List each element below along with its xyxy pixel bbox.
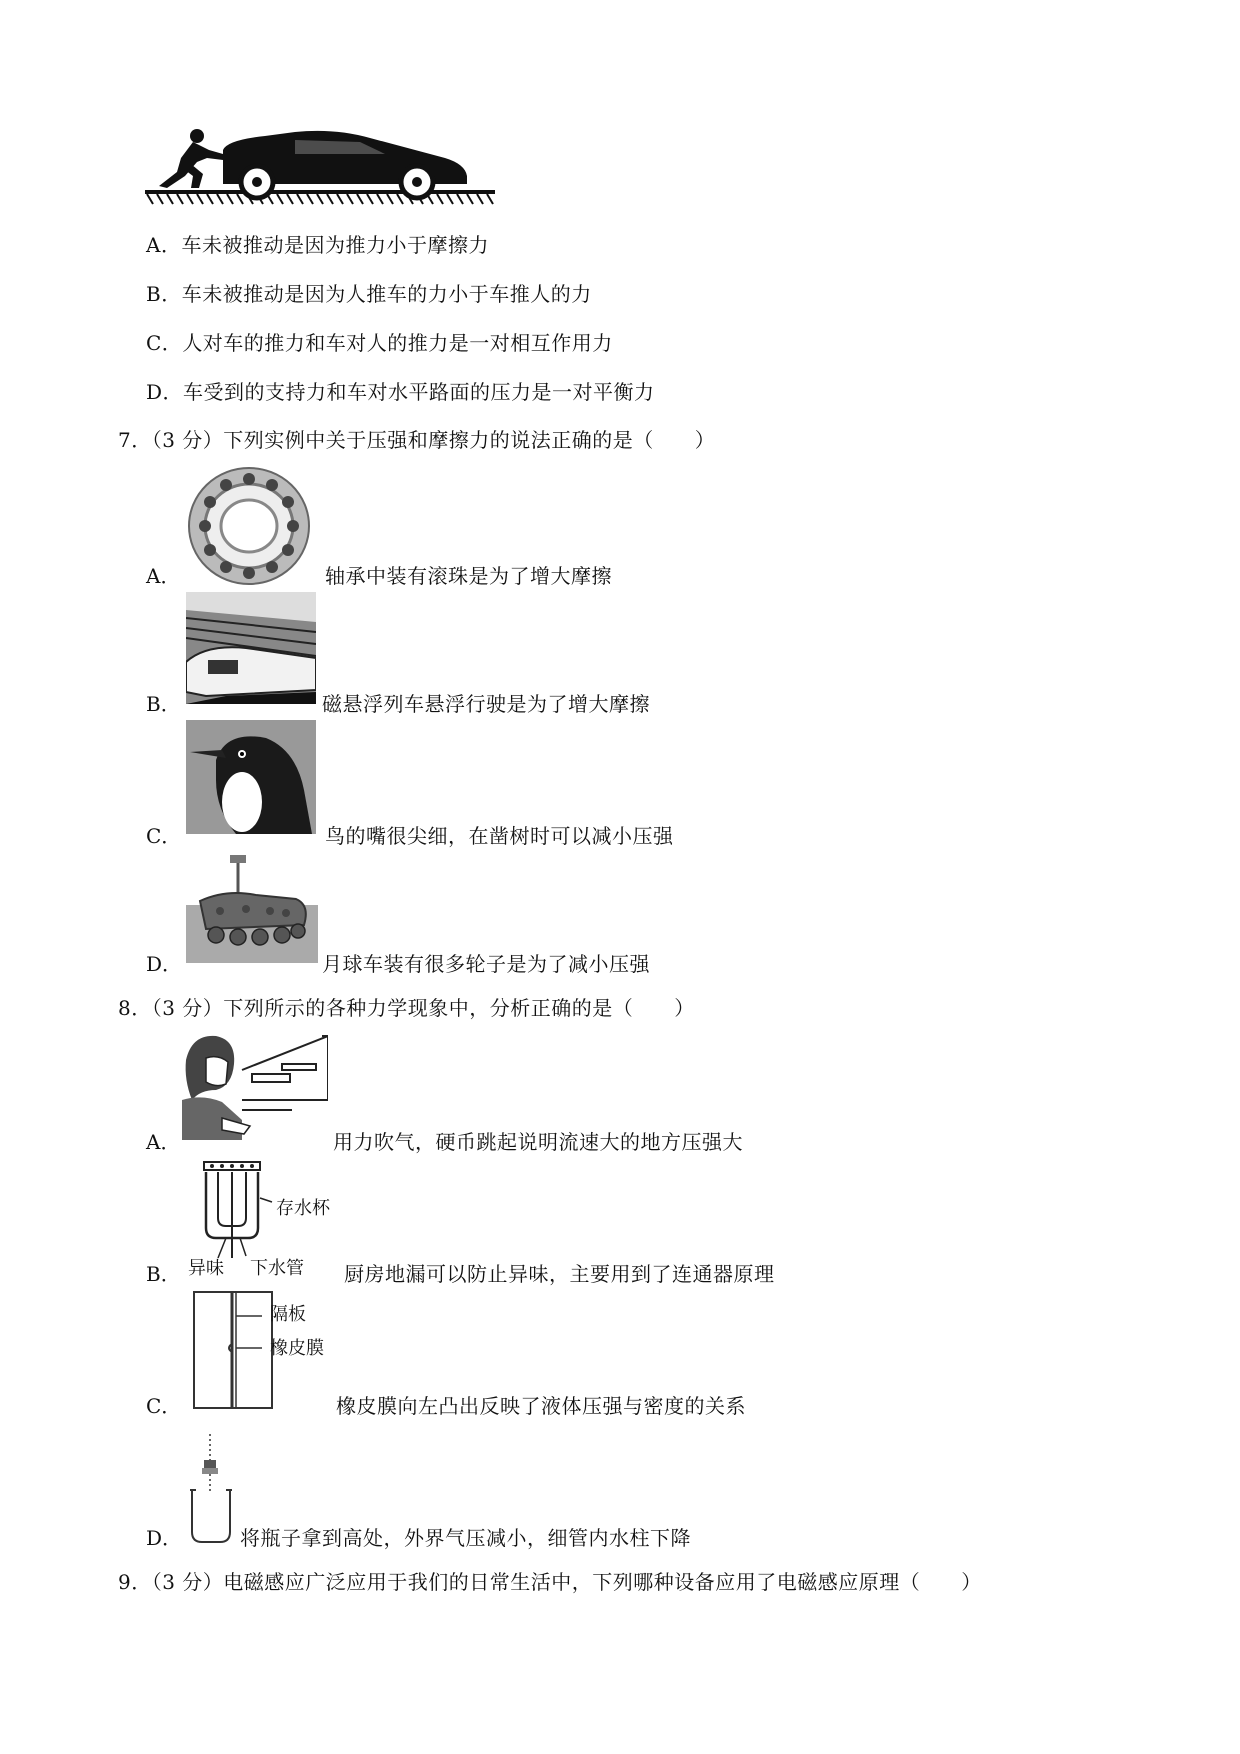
q6-option-d (146, 380, 655, 404)
partition-label-board: 隔板 (270, 1304, 306, 1325)
q6-option-b (146, 282, 592, 306)
q8-option-c-letter: C． (146, 1394, 182, 1418)
q6-option-c-letter: C． (146, 331, 183, 355)
q7-option-d-text: 月球车装有很多轮子是为了减小压强 (322, 952, 650, 976)
q7-option-c-letter: C． (146, 824, 182, 848)
drain-label-pipe: 下水管 (250, 1258, 304, 1279)
q8-option-b-letter: B． (146, 1262, 181, 1286)
q7-option-c-text: 鸟的嘴很尖细，在凿树时可以减小压强 (325, 824, 674, 848)
q6-option-a-text: 车未被推动是因为推力小于摩擦力 (181, 233, 489, 257)
q6-option-c-text: 人对车的推力和车对人的推力是一对相互作用力 (182, 331, 613, 355)
q6-option-b-text: 车未被推动是因为人推车的力小于车推人的力 (181, 282, 592, 306)
q6-option-a (146, 233, 489, 257)
q8-option-d-text: 将瓶子拿到高处，外界气压减小，细管内水柱下降 (240, 1526, 691, 1550)
maglev-train-image (186, 592, 316, 704)
q8-option-d-letter: D． (146, 1526, 183, 1550)
q8-stem: 8．（3 分）下列所示的各种力学现象中，分析正确的是（ ） (118, 996, 695, 1020)
woodpecker-image (186, 720, 316, 834)
q8-option-a-letter: A． (146, 1130, 181, 1154)
blow-coin-image (182, 1030, 328, 1140)
q6-option-a-letter: A． (146, 233, 182, 257)
drain-label-odor: 异味 (188, 1258, 224, 1279)
q8-option-a-text: 用力吹气，硬币跳起说明流速大的地方压强大 (333, 1130, 743, 1154)
bottle-tube-diagram (188, 1434, 238, 1546)
q7-option-b-text: 磁悬浮列车悬浮行驶是为了增大摩擦 (322, 692, 650, 716)
bearing-image (186, 466, 312, 586)
q7-option-b-letter: B． (146, 692, 181, 716)
q6-option-d-text: 车受到的支持力和车对水平路面的压力是一对平衡力 (183, 380, 655, 404)
q7-option-a-letter: A． (146, 564, 181, 588)
q7-option-d-letter: D． (146, 952, 183, 976)
q7-stem: 7．（3 分）下列实例中关于压强和摩擦力的说法正确的是（ ） (118, 428, 716, 452)
car-push-figure (145, 128, 495, 206)
q8-option-c-text: 橡皮膜向左凸出反映了液体压强与密度的关系 (336, 1394, 746, 1418)
q9-stem: 9．（3 分）电磁感应广泛应用于我们的日常生活中，下列哪种设备应用了电磁感应原理（ ） (118, 1570, 982, 1594)
q6-option-b-letter: B． (146, 282, 182, 306)
q6-option-c (146, 331, 613, 355)
q7-option-a-text: 轴承中装有滚珠是为了增大摩擦 (325, 564, 612, 588)
lunar-rover-image (186, 855, 318, 963)
q6-option-d-letter: D． (146, 380, 184, 404)
drain-label-cup: 存水杯 (276, 1198, 330, 1219)
floor-drain-diagram (188, 1158, 338, 1278)
q8-option-b-text: 厨房地漏可以防止异味，主要用到了连通器原理 (344, 1262, 775, 1286)
partition-container-diagram (188, 1288, 338, 1412)
partition-label-membrane: 橡皮膜 (270, 1338, 324, 1359)
